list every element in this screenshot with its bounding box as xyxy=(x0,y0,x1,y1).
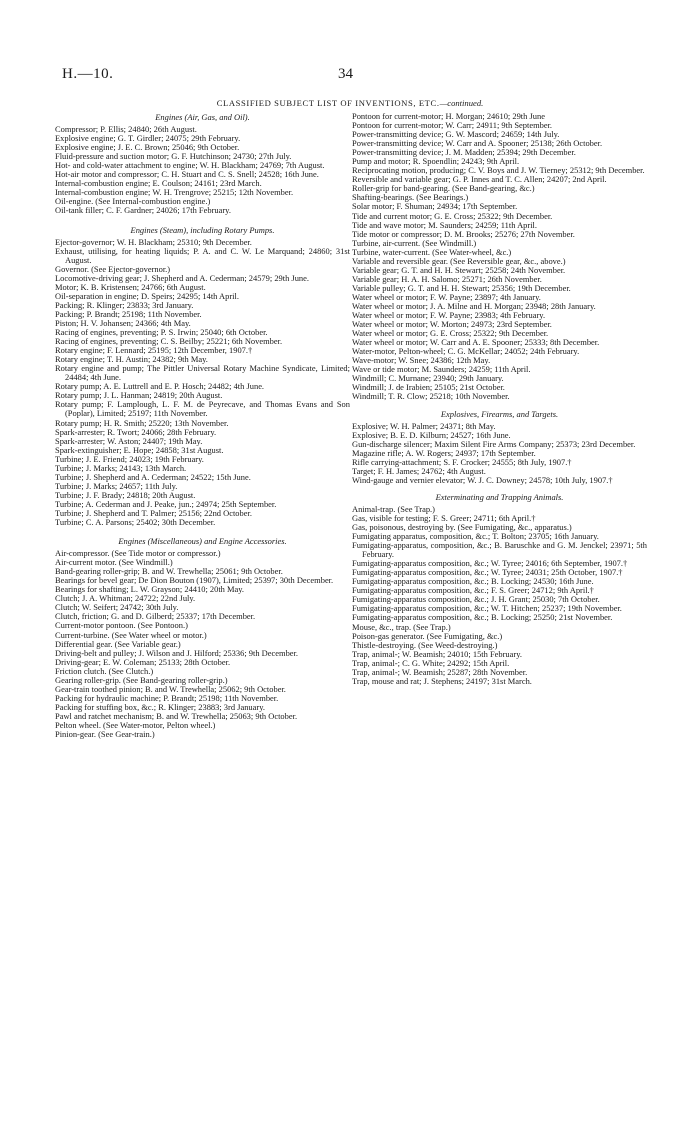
list-entry: Water wheel or motor; J. A. Milne and H. Morgan; 23948; 28th January. xyxy=(352,300,596,311)
section xyxy=(352,410,647,485)
list-entry: Roller-grip for band-gearing. (See Band-gearing, &c.) xyxy=(352,183,535,194)
section xyxy=(55,113,350,216)
list-entry: Explosive; B. E. D. Kilburn; 24527; 16th June. xyxy=(352,429,511,440)
list-entry: Rotary pump; F. Lamplough, L. F. M. de Peyrecave, and Thomas Evans and Son (Poplar), Limited; 25197; 11th November. xyxy=(55,399,350,419)
list-entry: Turbine, water-current. (See Water-wheel, &c.) xyxy=(352,246,512,257)
list-entry: Magazine rifle; A. W. Rogers; 24937; 17th September. xyxy=(352,447,536,458)
section-heading: Explosives, Firearms, and Targets. xyxy=(440,408,559,419)
section-heading: Engines (Miscellaneous) and Engine Accessories. xyxy=(118,536,287,547)
list-entry: Air-current motor. (See Windmill.) xyxy=(55,557,173,568)
list-entry: Rotary engine and pump; The Pittler Universal Rotary Machine Syndicate, Limited; 24484; 4th June. xyxy=(55,363,350,383)
list-entry: Packing; R. Klinger; 23833; 3rd January. xyxy=(55,299,194,310)
list-entry: Clutch; J. A. Whitman; 24722; 22nd July. xyxy=(55,593,196,604)
list-entry: Air-compressor. (See Tide motor or compressor.) xyxy=(55,548,221,559)
list-entry: Pelton wheel. (See Water-motor, Pelton wheel.) xyxy=(55,720,216,730)
list-entry: Rotary pump; H. R. Smith; 25220; 13th November. xyxy=(55,417,229,428)
list-entry: Windmill; T. R. Clow; 25218; 10th November. xyxy=(352,391,510,402)
list-entry: Internal-combustion engine; W. H. Trengrove; 25215; 12th November. xyxy=(55,187,294,198)
list-entry: Turbine; C. A. Parsons; 25402; 30th December. xyxy=(55,517,216,528)
list-entry: Turbine; J. Shepherd and A. Cederman; 24522; 15th June. xyxy=(55,471,251,482)
list-entry: Power-transmitting device; G. W. Mascord; 24659; 14th July. xyxy=(352,129,560,140)
list-entry: Variable and reversible gear. (See Reversible gear, &c., above.) xyxy=(352,255,566,266)
list-entry: Water wheel or motor; W. Morton; 24973; 23rd September. xyxy=(352,319,552,330)
list-entry: Piston; H. V. Johansen; 24366; 4th May. xyxy=(55,317,191,328)
list-entry: Driving-belt and pulley; J. Wilson and J. Hilford; 25336; 9th December. xyxy=(55,647,298,658)
list-entry: Turbine; J. F. Brady; 24818; 20th August. xyxy=(55,489,196,500)
list-entry: Rotary pump; J. L. Hanman; 24819; 20th August. xyxy=(55,390,223,401)
list-entry: Rotary pump; A. E. Luttrell and E. P. Hosch; 24482; 4th June. xyxy=(55,381,265,392)
list-entry: Power-transmitting device; W. Carr and A. Spooner; 25138; 26th October. xyxy=(352,138,603,149)
list-entry: Fumigating apparatus, composition, &c.; T. Bolton; 23705; 16th January. xyxy=(352,531,599,542)
list-entry: Shafting-bearings. (See Bearings.) xyxy=(352,192,469,203)
list-entry: Turbine; J. E. Friend; 24023; 19th February. xyxy=(55,453,204,464)
list-entry: Packing for stuffing box, &c.; R. Klinger; 23883; 3rd January. xyxy=(55,701,265,712)
list-entry: Differential gear. (See Variable gear.) xyxy=(55,638,181,649)
list-entry: Variable gear; H. A. H. Salomo; 25271; 26th November. xyxy=(352,273,542,284)
list-entry: Locomotive-driving gear; J. Shepherd and A. Cederman; 24579; 29th June. xyxy=(55,272,310,283)
list-entry: Hot-air motor and compressor; C. H. Stuart and C. S. Snell; 24528; 16th June. xyxy=(55,169,319,180)
list-entry: Governor. (See Ejector-governor.) xyxy=(55,263,171,274)
list-entry: Wind-gauge and vernier elevator; W. J. C. Downey; 24578; 10th July, 1907.† xyxy=(352,474,613,485)
list-entry: Internal-combustion engine; E. Coulson; 24161; 23rd March. xyxy=(55,178,262,189)
list-entry: Water wheel or motor; G. E. Cross; 25322; 9th December. xyxy=(352,328,549,339)
list-entry: Reciprocating motion, producing; C. V. Boys and J. W. Tierney; 25312; 9th December. xyxy=(352,165,645,176)
list-entry: Explosive; W. H. Palmer; 24371; 8th May. xyxy=(352,420,496,431)
list-entry: Water wheel or motor; F. W. Payne; 23983; 4th February. xyxy=(352,310,546,321)
list-entry: Tide and wave motor; M. Saunders; 24259; 11th April. xyxy=(352,219,537,230)
list-entry: Ejector-governor; W. H. Blackham; 25310; 9th December. xyxy=(55,236,252,247)
list-entry: Turbine; J. Marks; 24657; 11th July. xyxy=(55,480,178,491)
header-ref: H.—10. xyxy=(62,66,114,82)
list-entry: Fumigating-apparatus composition, &c.; W. T. Hitchen; 25237; 19th November. xyxy=(352,603,622,614)
list-entry: Spark-extinguisher; E. Hope; 24858; 31st August. xyxy=(55,444,224,455)
list-entry: Explosive engine; G. T. Girdler; 24075; 29th February. xyxy=(55,133,241,144)
list-entry: Rotary engine; T. H. Austin; 24382; 9th May. xyxy=(55,354,208,365)
list-entry: Exhaust, utilising, for heating liquids; P. A. and C. W. Le Marquand; 24860; 31st August. xyxy=(55,245,350,265)
list-entry: Windmill; J. de Irabien; 25105; 21st October. xyxy=(352,382,505,393)
title-continued: —continued. xyxy=(439,98,484,108)
list-entry: Windmill; C. Murnane; 23940; 29th January. xyxy=(352,373,504,384)
list-entry: Tide and current motor; G. E. Cross; 25322; 9th December. xyxy=(352,210,553,221)
list-entry: Water wheel or motor; F. W. Payne; 23897; 4th January. xyxy=(352,291,541,302)
list-entry: Motor; K. B. Kristensen; 24766; 6th August. xyxy=(55,281,206,292)
list-entry: Clutch, friction; G. and D. Gilberd; 25337; 17th December. xyxy=(55,611,256,622)
list-entry: Current-turbine. (See Water wheel or motor.) xyxy=(55,629,207,640)
section-heading: Exterminating and Trapping Animals. xyxy=(435,491,564,502)
page-number: 34 xyxy=(338,66,353,82)
list-entry: Fumigating-apparatus composition, &c.; J. H. Grant; 25030; 7th October. xyxy=(352,594,600,605)
list-entry: Trap, mouse and rat; J. Stephens; 24197; 31st March. xyxy=(352,675,532,686)
list-entry: Packing; P. Brandt; 25198; 11th November. xyxy=(55,308,202,319)
list-entry: Hot- and cold-water attachment to engine; W. H. Blackham; 24769; 7th August. xyxy=(55,160,325,171)
list-entry: Band-gearing roller-grip; B. and W. Trewhella; 25061; 9th October. xyxy=(55,566,283,577)
list-entry: Fumigating-apparatus composition, &c.; W. Tyree; 24031; 25th October, 1907.† xyxy=(352,567,623,578)
list-entry: Packing for hydraulic machine; P. Brandt; 25198; 11th November. xyxy=(55,692,279,703)
list-entry: Spark-arrester; W. Aston; 24407; 19th May. xyxy=(55,435,203,446)
list-entry: Compressor; P. Ellis; 24840; 26th August. xyxy=(55,124,197,135)
list-entry: Oil-separation in engine; D. Speirs; 24295; 14th April. xyxy=(55,290,239,301)
list-entry: Bearings for bevel gear; De Dion Bouton (1907), Limited; 25397; 30th December. xyxy=(55,575,334,586)
list-entry: Driving-gear; E. W. Coleman; 25133; 28th October. xyxy=(55,656,231,667)
list-entry: Fumigating-apparatus composition, &c.; F. S. Greer; 24712; 9th April.† xyxy=(352,585,594,596)
list-entry: Gearing roller-grip. (See Band-gearing roller-grip.) xyxy=(55,674,228,685)
list-entry: Friction clutch. (See Clutch.) xyxy=(55,665,154,676)
list-entry: Explosive engine; J. E. C. Brown; 25046; 9th October. xyxy=(55,142,240,153)
right-column xyxy=(352,112,647,688)
list-entry: Trap, animal-; W. Beamish; 24010; 15th February. xyxy=(352,648,522,659)
section-heading: Engines (Air, Gas, and Oil). xyxy=(155,112,250,122)
list-entry: Turbine, air-current. (See Windmill.) xyxy=(352,237,477,248)
list-entry: Target; F. H. James; 24762; 4th August. xyxy=(352,465,486,476)
section xyxy=(55,226,350,528)
list-entry: Clutch; W. Seifert; 24742; 30th July. xyxy=(55,602,179,613)
list-entry: Reversible and variable gear; G. P. Innes and T. C. Allen; 24207; 2nd April. xyxy=(352,174,607,185)
list-entry: Turbine; J. Marks; 24143; 13th March. xyxy=(55,462,187,473)
list-entry: Pontoon for current-motor; W. Carr; 24911; 9th September. xyxy=(352,120,553,131)
list-entry: Racing of engines, preventing; P. S. Irwin; 25040; 6th October. xyxy=(55,327,268,338)
list-entry: Oil-engine. (See Internal-combustion engine.) xyxy=(55,196,211,207)
list-entry: Bearings for shafting; L. W. Grayson; 24410; 20th May. xyxy=(55,584,245,595)
list-entry: Current-motor pontoon. (See Pontoon.) xyxy=(55,620,188,631)
list-entry: Water wheel or motor; W. Carr and A. E. Spooner; 25333; 8th December. xyxy=(352,337,600,348)
section xyxy=(352,493,647,686)
list-entry: Pontoon for current-motor; H. Morgan; 24610; 29th June xyxy=(352,111,545,121)
list-entry: Variable gear; G. T. and H. H. Stewart; 25258; 24th November. xyxy=(352,264,566,275)
list-entry: Wave or tide motor; M. Saunders; 24259; 11th April. xyxy=(352,364,531,375)
list-entry: Turbine; A. Cederman and J. Peake, jun.; 24974; 25th September. xyxy=(55,498,277,509)
list-entry: Rotary engine; F. Lennard; 25195; 12th December, 1907.† xyxy=(55,345,253,356)
section xyxy=(55,537,350,739)
list-entry: Pinion-gear. (See Gear-train.) xyxy=(55,729,155,740)
list-entry: Pump and motor; R. Spoendlin; 24243; 9th April. xyxy=(352,156,520,167)
list-entry: Spark-arrester; R. Twort; 24066; 28th February. xyxy=(55,426,217,437)
list-entry: Turbine; J. Shepherd and T. Palmer; 25156; 22nd October. xyxy=(55,507,252,518)
left-column xyxy=(55,112,350,741)
list-entry: Gas, poisonous, destroying by. (See Fumigating, &c., apparatus.) xyxy=(352,522,572,533)
list-entry: Power-transmitting device; J. M. Madden; 25394; 29th December. xyxy=(352,147,576,158)
list-entry: Racing of engines, preventing; C. S. Beilby; 25221; 6th November. xyxy=(55,336,283,347)
list-entry: Gas, visible for testing; F. S. Greer; 24711; 6th April.† xyxy=(352,512,536,523)
title-main: CLASSIFIED SUBJECT LIST OF INVENTIONS, ETC. xyxy=(216,98,440,108)
list-entry: Variable pulley; G. T. and H. H. Stewart; 25356; 19th December. xyxy=(352,282,571,293)
list-entry: Trap, animal-; W. Beamish; 25287; 28th November. xyxy=(352,666,528,677)
list-entry: Gun-discharge silencer; Maxim Silent Fire Arms Company; 25373; 23rd December. xyxy=(352,438,636,449)
section xyxy=(352,112,647,402)
list-entry: Fumigating-apparatus, composition, &c.; B. Baruschke and G. M. Jenckel; 23971; 5th February. xyxy=(352,540,647,560)
list-entry: Pawl and ratchet mechanism; B. and W. Trewhella; 25063; 9th October. xyxy=(55,710,298,721)
list-entry: Fumigating-apparatus composition, &c.; W. Tyree; 24016; 6th September, 1907.† xyxy=(352,558,628,569)
list-entry: Fluid-pressure and suction motor; G. F. Hutchinson; 24730; 27th July. xyxy=(55,151,292,162)
list-entry: Oil-tank filler; C. F. Gardner; 24026; 17th February. xyxy=(55,205,231,216)
list-entry: Fumigating-apparatus composition, &c.; B. Locking; 25250; 21st November. xyxy=(352,612,613,623)
list-entry: Poison-gas generator. (See Fumigating, &c.) xyxy=(352,630,503,641)
list-entry: Water-motor, Pelton-wheel; C. G. McKellar; 24052; 24th February. xyxy=(352,346,580,357)
list-entry: Thistle-destroying. (See Weed-destroying.) xyxy=(352,639,498,650)
list-entry: Tide motor or compressor; D. M. Brooks; 25276; 27th November. xyxy=(352,228,575,239)
list-entry: Rifle carrying-attachment; S. F. Crocker; 24555; 8th July, 1907.† xyxy=(352,456,572,467)
list-entry: Gear-train toothed pinion; B. and W. Trewhella; 25062; 9th October. xyxy=(55,683,286,694)
list-entry: Trap, animal-; C. G. White; 24292; 15th April. xyxy=(352,657,510,668)
list-entry: Solar motor; F. Shuman; 24934; 17th September. xyxy=(352,201,518,212)
section-heading: Engines (Steam), including Rotary Pumps. xyxy=(130,224,275,235)
list-entry: Mouse, &c., trap. (See Trap.) xyxy=(352,621,451,632)
list-entry: Wave-motor; W. Snee; 24386; 12th May. xyxy=(352,355,491,366)
list-entry: Fumigating-apparatus composition, &c.; B. Locking; 24530; 16th June. xyxy=(352,576,594,587)
page-title xyxy=(0,98,700,108)
list-entry: Animal-trap. (See Trap.) xyxy=(352,503,435,514)
